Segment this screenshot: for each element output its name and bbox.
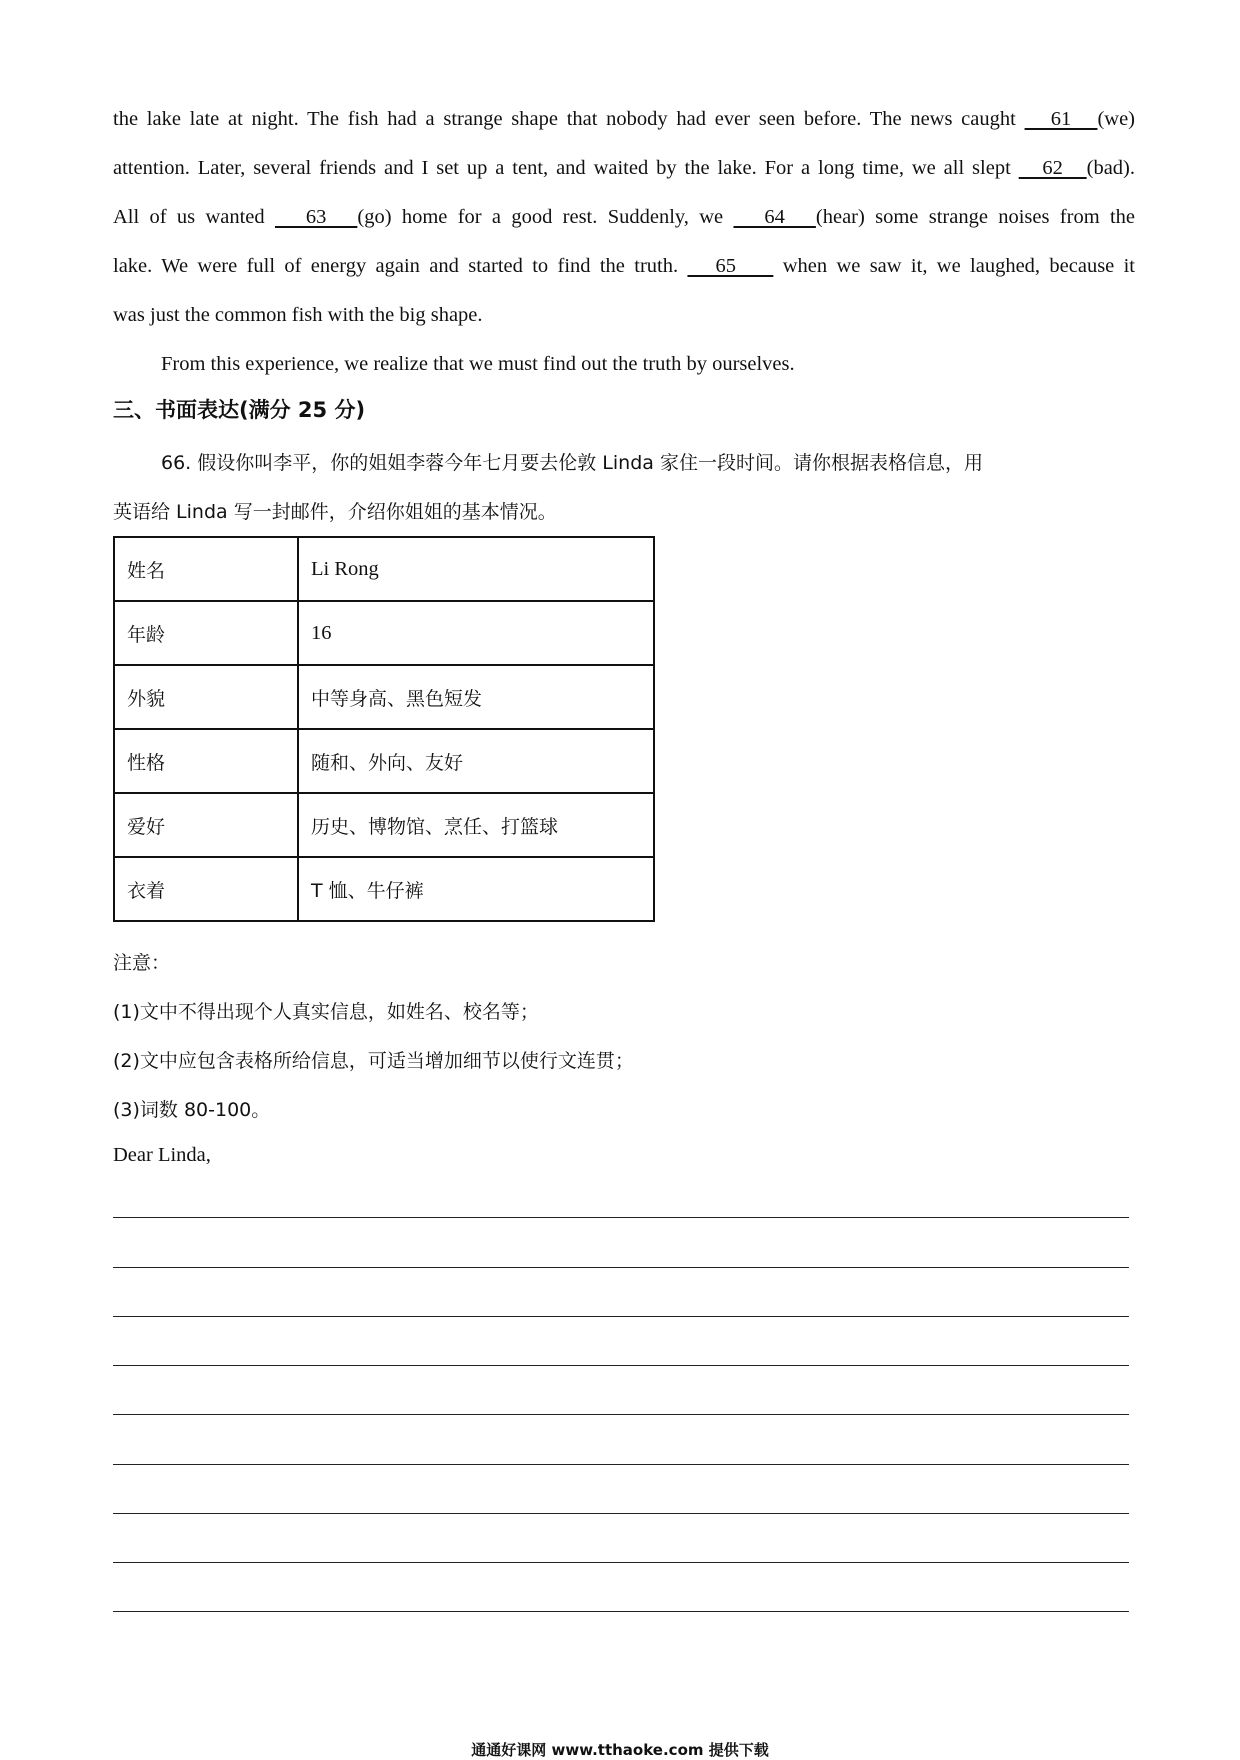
note-item: (2)文中应包含表格所给信息，可适当增加细节以使行文连贯； [113, 1050, 634, 1072]
passage-line: All of us wanted 63 (go) home for a good rest. Suddenly, we 64 (hear) some strange noises from the [113, 206, 1136, 228]
blank-62: 62 [1018, 157, 1087, 179]
table-row [114, 857, 654, 921]
blank-63: 63 [274, 206, 358, 228]
writing-line[interactable] [113, 1562, 1129, 1563]
passage-line: attention. Later, several friends and I set up a tent, and waited by the lake. For a long time, we all slept 62 (bad). [113, 157, 1136, 179]
page-footer: 通通好课网 www.tthaoke.com 提供下载 [471, 1741, 769, 1759]
table-row [114, 665, 654, 729]
letter-greeting: Dear Linda, [113, 1144, 211, 1166]
notes-title: 注意： [113, 952, 171, 974]
info-table [113, 536, 655, 922]
table-key: 年龄 [114, 601, 298, 665]
writing-line[interactable] [113, 1365, 1129, 1366]
writing-line[interactable] [113, 1513, 1129, 1514]
writing-line[interactable] [113, 1267, 1129, 1268]
writing-line[interactable] [113, 1414, 1129, 1415]
writing-line[interactable] [113, 1611, 1129, 1612]
table-value: 历史、博物馆、烹任、打篮球 [298, 793, 654, 857]
blank-64: 64 [733, 206, 816, 228]
writing-line[interactable] [113, 1464, 1129, 1465]
passage-line: lake. We were full of energy again and started to find the truth. 65 when we saw it, we laughed, because it [113, 255, 1135, 277]
writing-line[interactable] [113, 1316, 1129, 1317]
table-row [114, 537, 654, 601]
table-value: 16 [298, 601, 654, 665]
table-row [114, 793, 654, 857]
note-item: (1)文中不得出现个人真实信息，如姓名、校名等； [113, 1001, 539, 1023]
table-key: 性格 [114, 729, 298, 793]
section-heading: 三、书面表达(满分 25 分) [113, 398, 366, 422]
note-item: (3)词数 80-100。 [113, 1099, 271, 1121]
blank-61: 61 [1024, 108, 1098, 130]
table-value: 中等身高、黑色短发 [298, 665, 654, 729]
table-value: T 恤、牛仔裤 [298, 857, 654, 921]
table-key: 爱好 [114, 793, 298, 857]
blank-65: 65 [687, 255, 774, 277]
table-key: 姓名 [114, 537, 298, 601]
task-instructions [113, 439, 1135, 537]
table-key: 衣着 [114, 857, 298, 921]
writing-line[interactable] [113, 1217, 1129, 1218]
passage-line: the lake late at night. The fish had a strange shape that nobody had ever seen before. The news caught 61 (we) [113, 108, 1136, 130]
table-row [114, 601, 654, 665]
passage-conclusion: From this experience, we realize that we must find out the truth by ourselves. [161, 353, 795, 375]
task-line: 66. 假设你叫李平，你的姐姐李蓉今年七月要去伦敦 Linda 家住一段时间。请你根据表格信息，用 [161, 452, 983, 474]
passage-line: was just the common fish with the big shape. [113, 304, 483, 326]
table-key: 外貌 [114, 665, 298, 729]
table-value: 随和、外向、友好 [298, 729, 654, 793]
passage-text [113, 95, 1135, 389]
table-value: Li Rong [298, 537, 654, 601]
table-row [114, 729, 654, 793]
task-line: 英语给 Linda 写一封邮件，介绍你姐姐的基本情况。 [113, 501, 557, 523]
